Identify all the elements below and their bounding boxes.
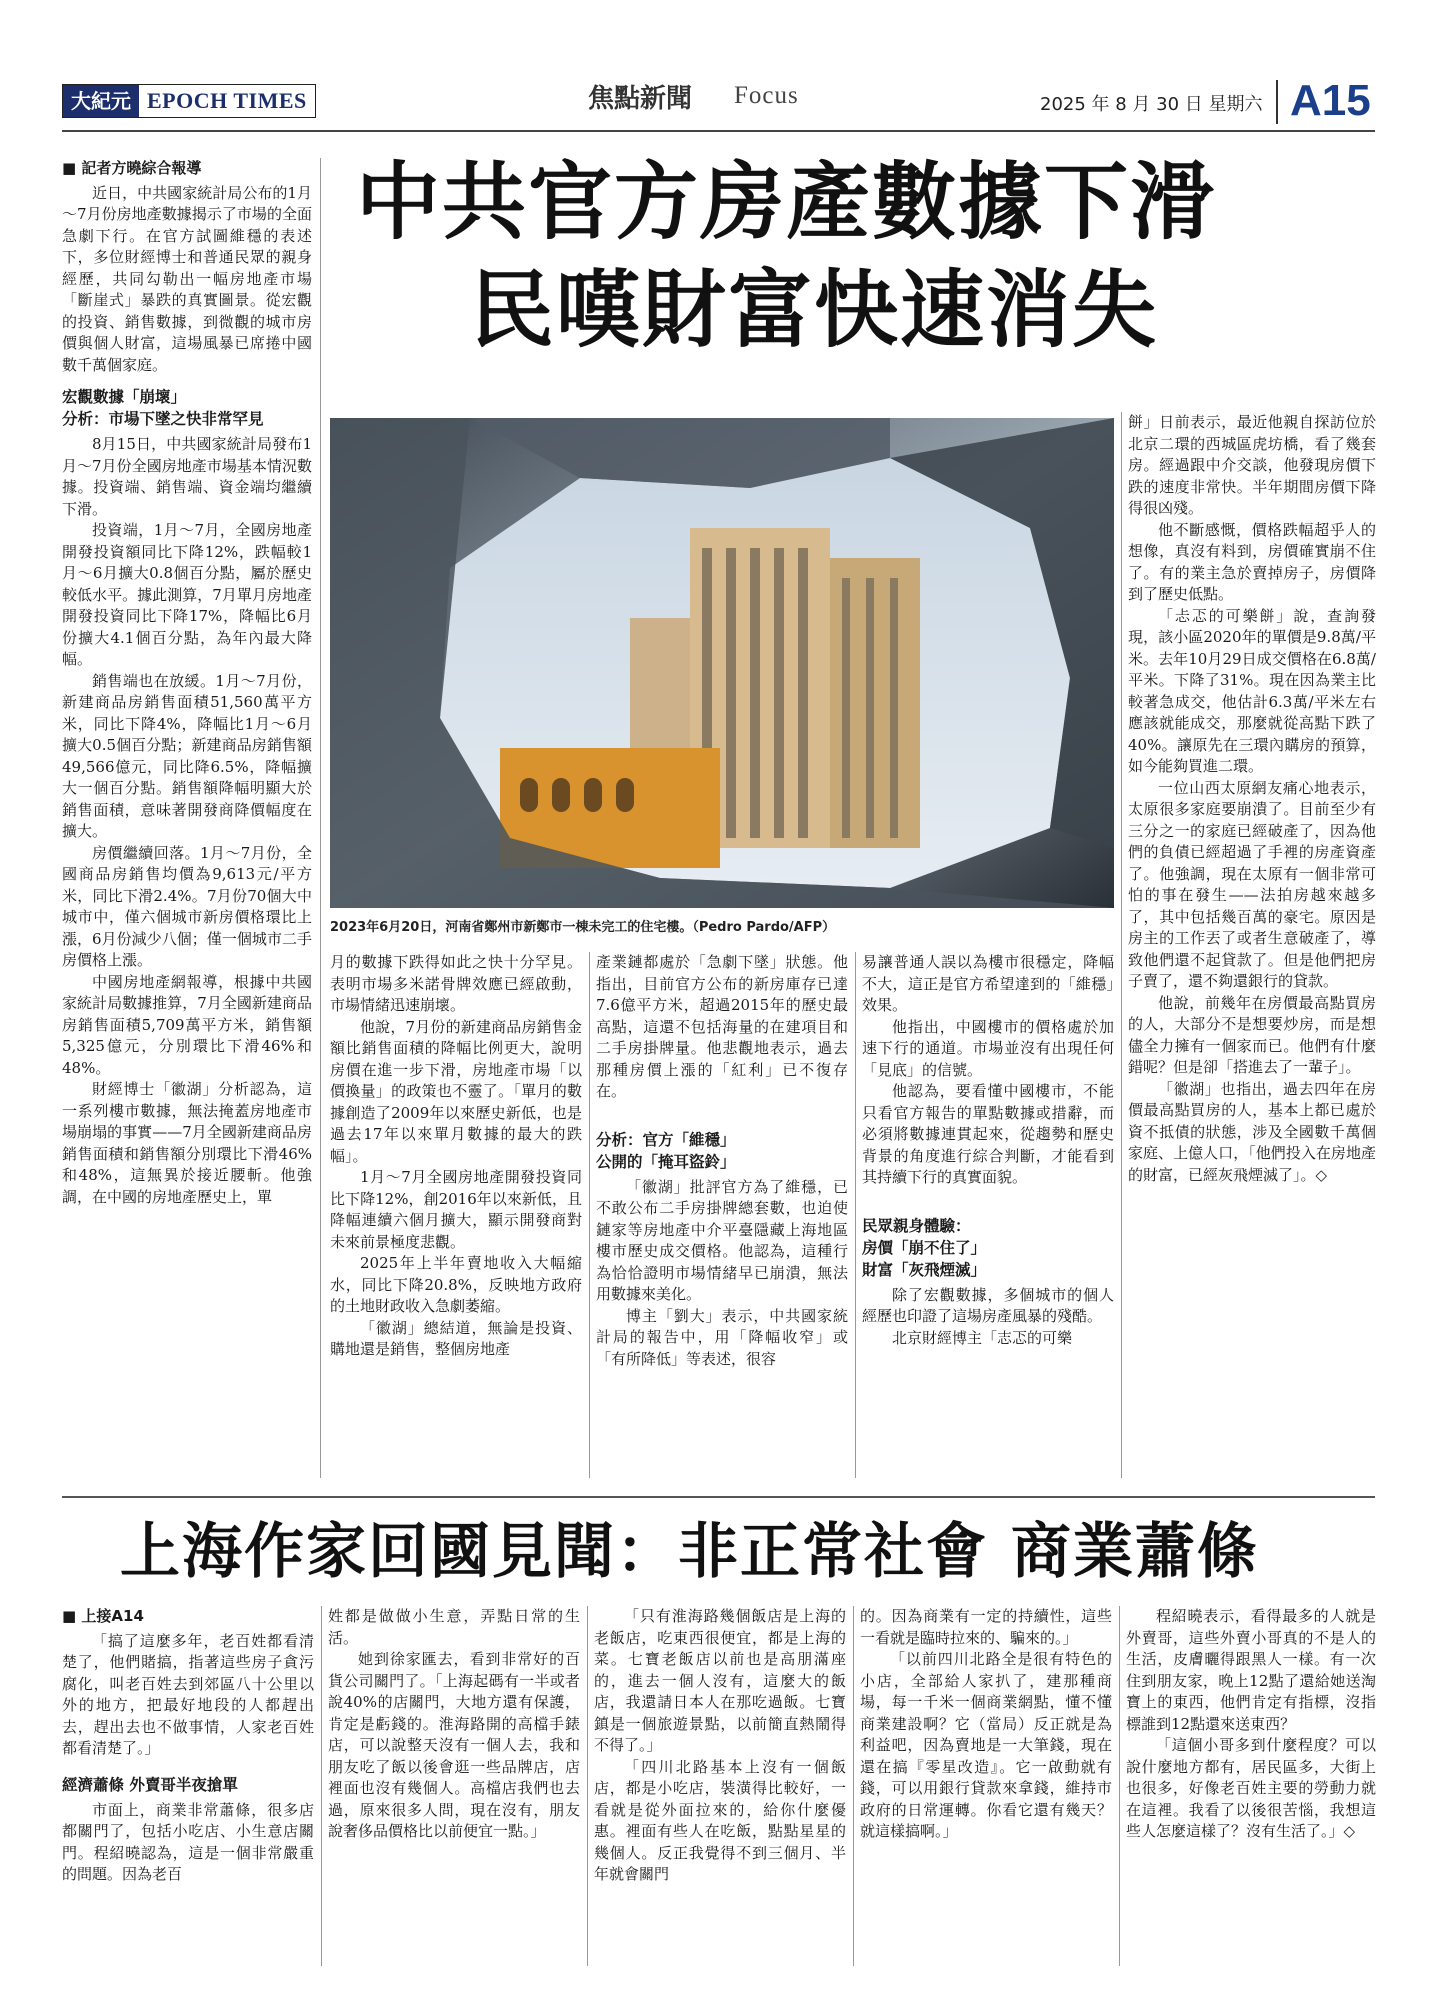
header-rule — [62, 130, 1375, 132]
story2-column-5 — [1126, 1606, 1376, 1843]
column-rule — [589, 952, 590, 1478]
column-rule — [855, 952, 856, 1478]
paragraph: 「徽湖」也指出，過去四年在房價最高點買房的人，基本上都已處於資不抵債的狀態，涉及全國數千萬個家庭、上億人口，「他們投入在房地產的財富，已經灰飛煙滅了」。◇ — [1128, 1079, 1376, 1184]
building-photo-illustration — [330, 418, 1114, 908]
column-rule — [320, 158, 321, 1478]
news-photo — [330, 418, 1114, 908]
byline: ■ 上接A14 — [62, 1607, 144, 1625]
paragraph: 2025年上半年賣地收入大幅縮水，同比下降20.8%，反映地方政府的土地財政收入急劇萎縮。 — [330, 1254, 582, 1315]
headline-line-2: 民嘆財富快速消失 — [470, 261, 1159, 359]
paragraph: 市面上，商業非常蕭條，很多店都關門了，包括小吃店、小生意店關門。程紹曉認為，這是一個非常嚴重的問題。因為老百 — [62, 1800, 314, 1883]
column-rule — [587, 1606, 588, 1966]
paragraph: 投資端，1月～7月，全國房地產開發投資額同比下降12%，跌幅較1月～6月擴大0.8個百分點，屬於歷史較低水平。據此測算，7月單月房地產開發投資同比下降17%，降幅比6月份擴大4.1個百分點，為年內最大降幅。 — [62, 521, 312, 668]
story2-column-3 — [594, 1606, 846, 1886]
paragraph: 房價繼續回落。1月～7月份，全國商品房銷售均價為9,613元/平方米，同比下滑2.4%。7月份70個大中城市中，僅六個城市新房價格環比上漲，6月份減少八個；僅一個城市二手房價格上漲。 — [62, 843, 312, 969]
paragraph: 「忐忑的可樂餅」說，查詢發現，該小區2020年的單價是9.8萬/平米。去年10月29日成交價格在6.8萬/平米。下降了31%。現在因為業主比較著急成交，他估計6.3萬/平米左右應該就能成交，那麼就從高點下跌了40%。讓原先在三環內購房的預算，如今能夠買進二環。 — [1128, 606, 1376, 775]
column-rule — [853, 1606, 854, 1966]
story1-column-5 — [1128, 412, 1376, 1186]
paragraph: 「以前四川北路全是很有特色的小店，全部給人家扒了，建那種商場，每一千米一個商業網點，懂不懂商業建設啊？它（當局）反正就是為利益吧，因為賣地是一大筆錢，現在還在搞『零星改造』。它一啟動就有錢，可以用銀行貸款來拿錢，維持市政府的日常運轉。你看它還有幾天？就這樣搞啊。」 — [860, 1650, 1112, 1840]
masthead-logo — [62, 84, 316, 118]
section-label-english: Focus — [734, 82, 799, 109]
paragraph: 「搞了這麼多年，老百姓都看清楚了，他們賭搞，指著這些房子貪污腐化，叫老百姓去到郊區八十公里以外的地方，把最好地段的人都趕出去，趕出去也不做事情，人家老百姓都看清楚了。」 — [62, 1631, 314, 1757]
paragraph: 「只有淮海路幾個飯店是上海的老飯店，吃東西很便宜，都是上海的菜。七寶老飯店以前也是高朋滿座的，進去一個人沒有，這麼大的飯店，我還請日本人在那吃過飯。七寶鎮是一個旅遊景點，以前簡直熱鬧得不得了。」 — [594, 1607, 846, 1754]
subheading: 財富「灰飛煙滅」 — [862, 1260, 987, 1279]
paragraph: 「徽湖」批評官方為了維穩，已不敢公布二手房掛牌總套數，也迫使鏈家等房地產中介平臺隱藏上海地區樓市歷史成交價格。他認為，這種行為恰恰證明市場情緒早已崩潰，無法用數據來美化。 — [596, 1177, 848, 1303]
subheading: 公開的「掩耳盜鈴」 — [596, 1152, 736, 1171]
logo-english: EPOCH TIMES — [147, 88, 307, 113]
paragraph: 他不斷感慨，價格跌幅超乎人的想像，真沒有料到，房價確實崩不住了。有的業主急於賣掉房子，房價降到了歷史低點。 — [1128, 520, 1376, 603]
subheading: 分析：官方「維穩」 — [596, 1130, 736, 1149]
paragraph: 1月～7月全國房地產開發投資同比下降12%，創2016年以來新低，且降幅連續六個月擴大，顯示開發商對未來前景極度悲觀。 — [330, 1168, 582, 1251]
paragraph: 中國房地產網報導，根據中共國家統計局數據推算，7月全國新建商品房銷售面積5,709萬平方米，銷售額5,325億元，分別環比下滑46%和48%。 — [62, 972, 312, 1077]
paragraph: 的。因為商業有一定的持續性，這些一看就是臨時拉來的、騙來的。」 — [860, 1607, 1112, 1647]
story-divider — [62, 1496, 1375, 1498]
paragraph: 一位山西太原網友痛心地表示，太原很多家庭要崩潰了。目前至少有三分之一的家庭已經破產了，因為他們的負債已經超過了手裡的房產資產了。他強調，現在太原有一個非常可怕的事在發生——法拍房越來越多了，其中包括幾百萬的豪宅。原因是房主的工作丟了或者生意破產了，導致他們還不起貸款了。但是他們把房子賣了，還不夠還銀行的貸款。 — [1128, 778, 1376, 990]
column-rule — [1119, 1606, 1120, 1966]
column-rule — [321, 1606, 322, 1966]
paragraph: 「四川北路基本上沒有一個飯店，都是小吃店，裝潢得比較好，一看就是從外面拉來的，給你什麼優惠。裡面有些人在吃飯，點點星星的幾個人。反正我覺得不到三個月、半年就會關門 — [594, 1757, 846, 1883]
paragraph: 「這個小哥多到什麼程度？可以說什麼地方都有，居民區多，大街上也很多，好像老百姓主要的勞動力就在這裡。我看了以後很苦惱，我想這些人怎麼這樣了？沒有生活了。」◇ — [1126, 1736, 1376, 1840]
story2-headline: 上海作家回國見聞：非正常社會 商業蕭條 — [120, 1517, 1259, 1587]
paragraph: 他指出，中國樓市的價格處於加速下行的通道。市場並沒有出現任何「見底」的信號。 — [862, 1017, 1114, 1079]
paragraph: 易讓普通人誤以為樓市很穩定，降幅不大，這正是官方希望達到的「維穩」效果。 — [862, 953, 1114, 1014]
subheading: 宏觀數據「崩壞」 — [62, 388, 187, 406]
story1-column-4 — [862, 952, 1114, 1349]
paragraph: 餅」日前表示，最近他親自探訪位於北京二環的西城區虎坊橋，看了幾套房。經過跟中介交談，他發現房價下跌的速度非常快。半年期間房價下降得很凶殘。 — [1128, 413, 1376, 517]
logo-chinese: 大紀元 — [63, 85, 139, 117]
story2-column-4 — [860, 1606, 1112, 1843]
story1-column-2 — [330, 952, 582, 1361]
paragraph: 北京財經博主「志忑的可樂 — [892, 1328, 1073, 1347]
paragraph: 月的數據下跌得如此之快十分罕見。表明市場多米諾骨牌效應已經啟動，市場情緒迅速崩壞。 — [330, 953, 582, 1014]
paragraph: 他說，前幾年在房價最高點買房的人，大部分不是想要炒房，而是想儘全力擁有一個家而已。他們有什麼錯呢？但是卻「搭進去了一輩子」。 — [1128, 993, 1376, 1076]
paragraph: 姓都是做做小生意，弄點日常的生活。 — [328, 1607, 580, 1647]
paragraph: 他說，7月份的新建商品房銷售金額比銷售面積的降幅比例更大，說明房價在進一步下滑，房地產市場「以價換量」的政策也不靈了。「單月的數據創造了2009年以來歷史新低，也是過去17年以來單月數據的最大的跌幅」。 — [330, 1017, 582, 1165]
paragraph: 他認為，要看懂中國樓市，不能只看官方報告的單點數據或措辭，而必須將數據連貫起來，從趨勢和歷史背景的角度進行綜合判斷，才能看到其持續下行的真實面貌。 — [862, 1082, 1114, 1186]
story2-column-2 — [328, 1606, 580, 1843]
column-rule — [1121, 412, 1122, 1478]
photo-caption: 2023年6月20日，河南省鄭州市新鄭市一棟未完工的住宅樓。（Pedro Pardo/AFP） — [330, 920, 836, 935]
byline: ■ 記者方曉綜合報導 — [62, 159, 202, 177]
page-number: A15 — [1290, 76, 1371, 125]
paragraph: 近日，中共國家統計局公布的1月～7月份房地產數據揭示了市場的全面急劇下行。在官方試圖維穩的表述下，多位財經博士和普通民眾的親身經歷，共同勾勒出一幅房地產市場「斷崖式」暴跌的真實圖景。從宏觀的投資、銷售數據，到微觀的城市房價與個人財富，這場風暴已席捲中國數千萬個家庭。 — [62, 183, 312, 374]
subheading: 民眾親身體驗： — [862, 1216, 971, 1235]
story2-column-1 — [62, 1606, 314, 1886]
header-divider — [1276, 80, 1278, 124]
section-label: 焦點新聞 — [588, 84, 693, 114]
paragraph: 她到徐家匯去，看到非常好的百貨公司關門了。「上海起碼有一半或者說40%的店關門，大地方還有保護，肯定是虧錢的。淮海路開的高檔手錶店，可以說整天沒有一個人去，我和朋友吃了飯以後會逛一些品牌店，店裡面也沒有幾個人。高檔店我們也去過，原來很多人問，現在沒有，朋友說奢侈品價格比以前便宜一點。」 — [328, 1650, 580, 1840]
paragraph: 產業鏈都處於「急劇下墜」狀態。他指出，目前官方公布的新房庫存已達7.6億平方米，超過2015年的歷史最高點，這還不包括海量的在建項目和二手房掛牌量。他悲觀地表示，過去那種房價上漲的「紅利」已不復存在。 — [596, 953, 848, 1100]
paragraph: 「徽湖」總結道，無論是投資、購地還是銷售，整個房地產 — [330, 1318, 582, 1358]
subheading: 房價「崩不住了」 — [862, 1238, 987, 1257]
subheading: 分析：市場下墜之快非常罕見 — [62, 410, 264, 428]
story1-column-1 — [62, 158, 312, 1208]
headline-line-1: 中共官方房產數據下滑 — [356, 153, 1217, 251]
subheading: 經濟蕭條 外賣哥半夜搶單 — [62, 1775, 238, 1794]
paragraph: 財經博士「徽湖」分析認為，這一系列樓市數據，無法掩蓋房地產市場崩塌的事實——7月全國新建商品房銷售面積和銷售額分別環比下滑46%和48%，這無異於接近腰斬。他強調，在中國的房地產歷史上，單 — [62, 1080, 312, 1206]
paragraph: 程紹曉表示，看得最多的人就是外賣哥，這些外賣小哥真的不是人的生活，皮膚曬得跟黑人一樣。有一次住到朋友家，晚上12點了還給她送淘寶上的東西，他們肯定有指標，沒指標誰到12點還來送東西？ — [1126, 1607, 1376, 1733]
paragraph: 博主「劉大」表示，中共國家統計局的報告中，用「降幅收窄」或「有所降低」等表述，很容 — [596, 1306, 848, 1368]
issue-date: 2025 年 8 月 30 日 星期六 — [1040, 94, 1263, 115]
story1-column-3 — [596, 952, 848, 1370]
paragraph: 銷售端也在放緩。1月～7月份，新建商品房銷售面積51,560萬平方米，同比下降4%，降幅比1月～6月擴大0.5個百分點；新建商品房銷售額49,566億元，同比降6.5%，降幅擴大一個百分點。銷售額降幅明顯大於銷售面積，意味著開發商降價幅度在擴大。 — [62, 671, 312, 840]
paragraph: 除了宏觀數據，多個城市的個人經歷也印證了這場房產風暴的殘酷。 — [862, 1285, 1114, 1325]
paragraph: 8月15日，中共國家統計局發布1月～7月份全國房地產市場基本情況數據。投資端、銷售端、資金端均繼續下滑。 — [62, 435, 312, 518]
